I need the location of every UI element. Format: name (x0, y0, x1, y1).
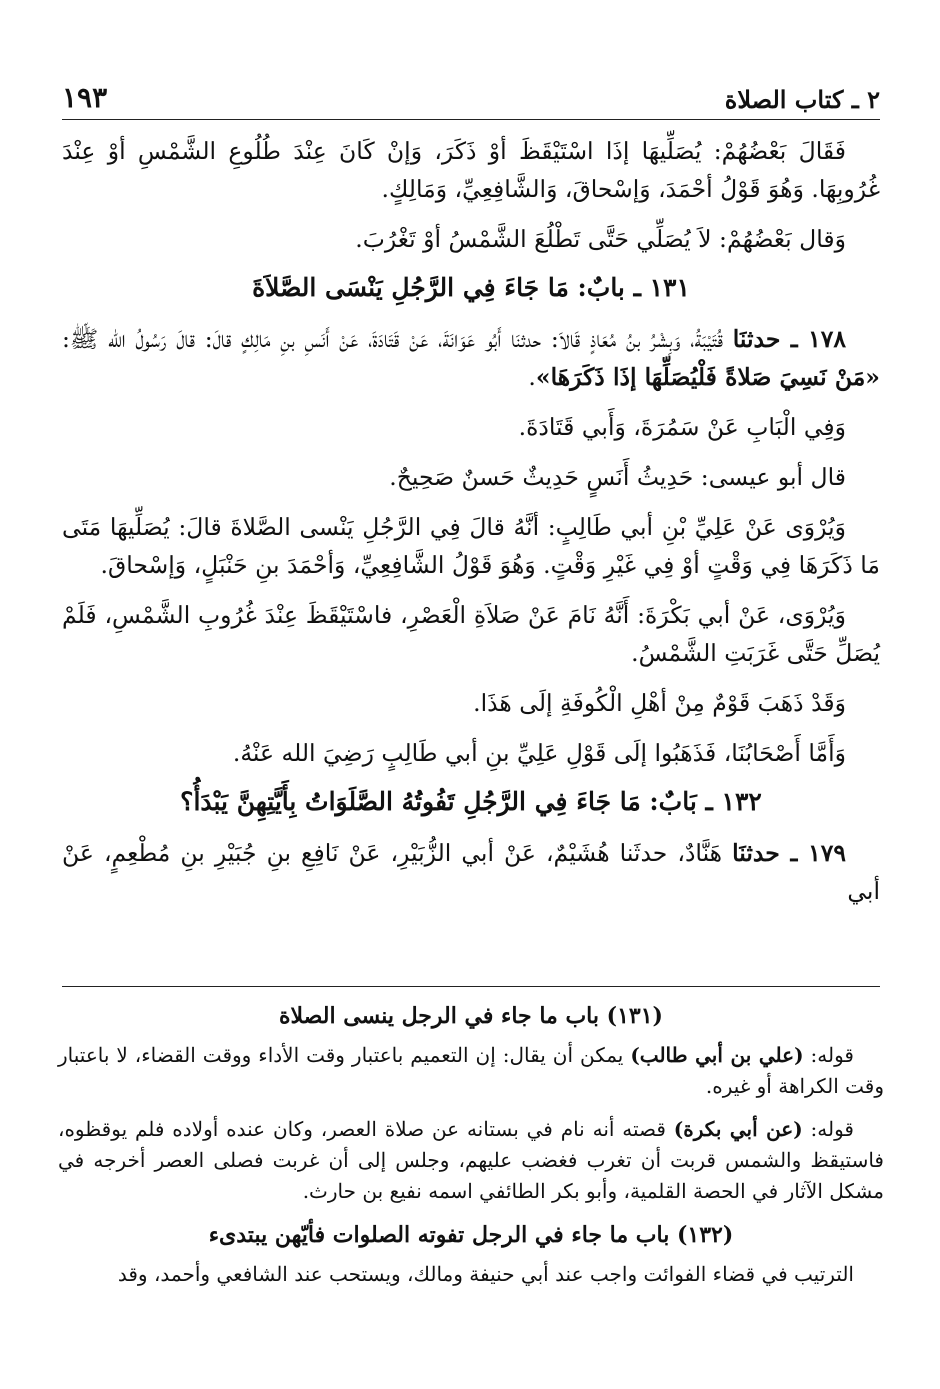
hadith-178-number: ١٧٨ ـ حدثنَا (732, 325, 846, 353)
section-heading-131: ١٣١ ـ بابٌ: مَا جَاءَ فِي الرَّجُلِ يَنْسَى الصَّلاَةَ (252, 273, 690, 302)
note-2-lead: قوله: (802, 1117, 854, 1141)
note-2-text: قصته أنه نام في بستانه عن صلاة العصر، وكان عنده أولاده فلم يوقظوه، فاستيقظ والشمس قربت أن تغرب فغضب عليهم، وجلس إلى أن غربت فصلى العصر أخرجه في مشكل الآثار في الحصة القلمية، وأبو بكر الطائفي اسمه نفيع بن حارث. (58, 1117, 884, 1203)
paragraph-7: وَيُرْوَى، عَنْ أبي بَكْرَةَ: أَنَّهُ نَامَ عَنْ صَلاَةِ الْعَصْرِ، فاسْتَيْقَظَ عِنْدَ غُرُوبِ الشَّمْسِ، فَلَمْ يُصَلِّ حَتَّى غَرَبَتِ الشَّمْسُ. (62, 601, 880, 667)
commentary-note-1 (58, 1040, 884, 1102)
chapter-title: ٢ ـ كتاب الصلاة (724, 85, 880, 114)
note-1-lead: قوله: (803, 1043, 854, 1067)
paragraph-6: وَيُرْوَى عَنْ عَلِيِّ بْنِ أبي طَالِبٍ: أنَّهُ قالَ فِي الرَّجُلِ يَنْسى الصَّلاةَ قالَ: يُصَلِّيهَا مَتَى مَا ذَكَرَهَا فِي وَقْتٍ أوْ فِي غَيْرِ وَقْتٍ. وَهُوَ قَوْلُ الشَّافِعِيِّ، وَأحْمَدَ بنِ حَنْبَلٍ، وَإسْحاقَ. (62, 513, 880, 579)
page-number: ١٩٣ (62, 81, 108, 114)
page-header (62, 70, 880, 114)
paragraph-1: فَقَالَ بَعْضُهُمْ: يُصَلِّيهَا إذَا اسْتَيْقَظَ أوْ ذَكَرَ، وَإنْ كَانَ عِنْدَ طُلُوعِ الشَّمْسِ أوْ عِنْدَ غُرُوبِهَا. وَهُوَ قَوْلُ أحْمَدَ، وَإسْحاقَ، وَالشَّافِعِيِّ، وَمَالِكٍ. (62, 137, 880, 203)
footnote-rule (62, 986, 880, 987)
paragraph-5: قال أبو عيسى: حَدِيثُ أَنَسٍ حَدِيثٌ حَسنٌ صَحِيحٌ. (389, 463, 846, 491)
hadith-178-end: . (528, 363, 536, 391)
hadith-178 (62, 320, 880, 396)
commentary-heading-131: (١٣١) باب ما جاء في الرجل ينسى الصلاة (279, 1003, 663, 1029)
hadith-179 (62, 834, 880, 910)
note-1-term: (علي بن أبي طالب) (630, 1043, 804, 1067)
hadith-179-text: هَنَّادٌ، حدثَنا هُشَيْمٌ، عَنْ أبي الزُّبَيْرِ، عَنْ نَافِعِ بنِ جُبَيْرِ بنِ مُطْعِمٍ، عَنْ أبي (62, 839, 880, 905)
commentary-note-3: الترتيب في قضاء الفوائت واجب عند أبي حنيفة ومالك، ويستحب عند الشافعي وأحمد، وقد (117, 1262, 854, 1286)
header-rule (62, 119, 880, 120)
note-1-text: يمكن أن يقال: إن التعميم باعتبار وقت الأداء ووقت القضاء، لا باعتبار وقت الكراهة أو غيره. (58, 1043, 884, 1098)
commentary-note-2 (58, 1114, 884, 1207)
paragraph-8: وَقَدْ ذَهَبَ قَوْمٌ مِنْ أهْلِ الْكُوفَةِ إلَى هَذَا. (473, 689, 846, 717)
section-heading-132: ١٣٢ ـ بَابٌ: مَا جَاءَ فِي الرَّجُلِ تَفُوتُهُ الصَّلَوَاتُ بِأَيَّتِهِنَّ يَبْدَأُ؟ (180, 787, 762, 816)
hadith-178-quote: «مَنْ نَسِيَ صَلاةً فَلْيُصَلِّهَا إذَا ذَكَرَهَا» (535, 363, 880, 391)
paragraph-9: وَأَمَّا أَصْحَابُنَا، فَذَهَبُوا إلَى قَوْلِ عَلِيِّ بنِ أبي طَالِبٍ رَضِيَ الله عَنْهُ. (232, 739, 846, 767)
hadith-179-number: ١٧٩ ـ حدثنَا (732, 839, 846, 867)
paragraph-2: وَقال بَعْضُهُمْ: لاَ يُصَلِّي حَتَّى تَطْلُعَ الشَّمْسُ أوْ تَغْرُبَ. (355, 225, 846, 253)
paragraph-4: وَفِي الْبَابِ عَنْ سَمُرَةَ، وَأَبي قَتَادَةَ. (518, 413, 846, 441)
commentary-heading-132: (١٣٢) باب ما جاء في الرجل تفوته الصلوات فأيّهن يبتدىء (208, 1222, 734, 1248)
commentary (58, 1000, 884, 1302)
hadith-178-text: قُتَيْبَةُ، وَبِشْرُ بنُ مُعَاذٍ قَالاَ: حدثنَا أَبُو عَوَانَةَ، عَنْ قَتَادَةَ، عَنْ أَنَسِ بنِ مَالِكٍ قالَ: قالَ رَسُولُ الله ﷺ: (62, 325, 733, 353)
main-text (62, 132, 880, 922)
note-2-term: (عن أبي بكرة) (673, 1117, 803, 1141)
